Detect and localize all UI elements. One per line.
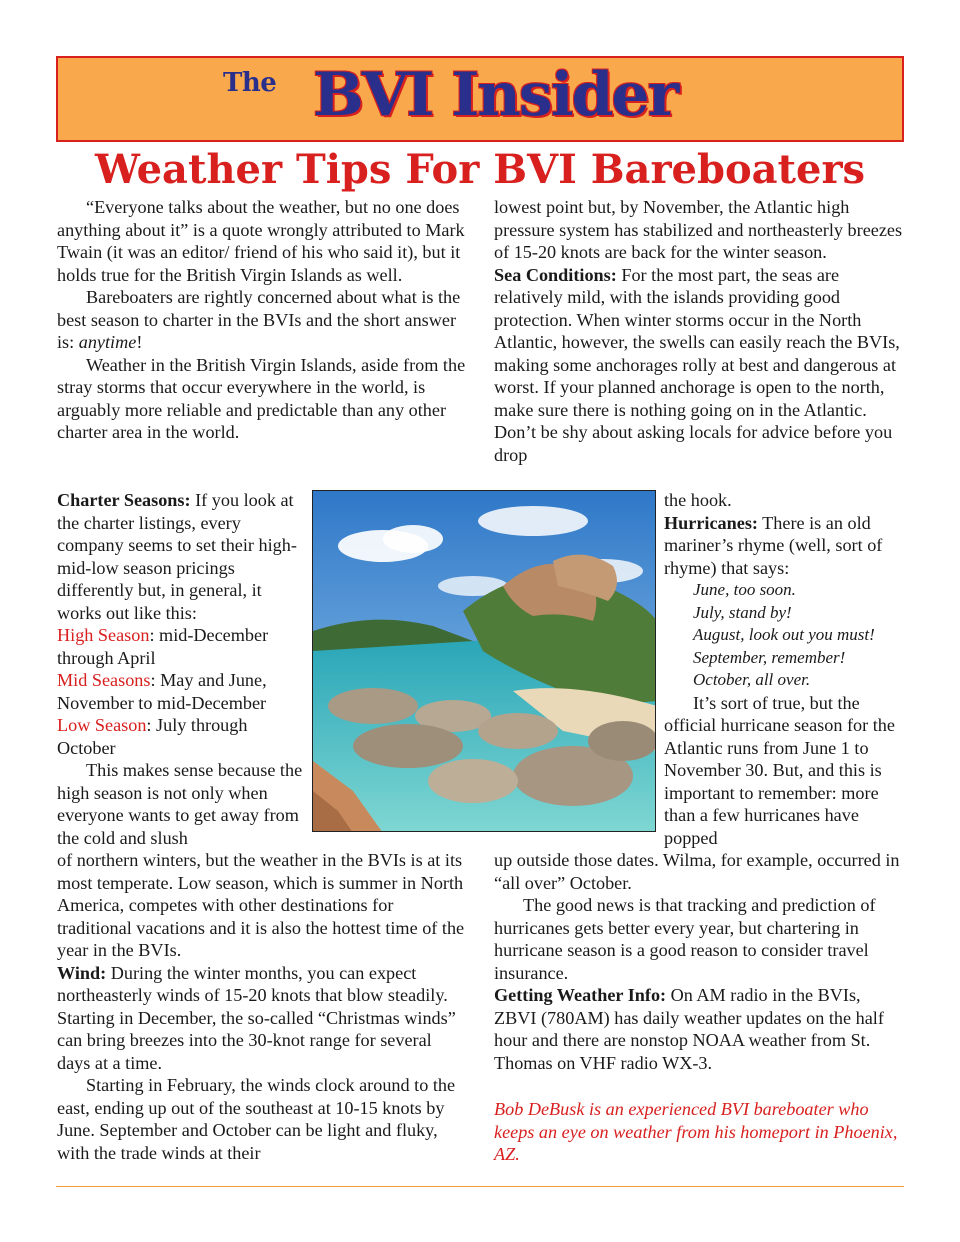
charter-seasons-heading: Charter Seasons: (57, 490, 191, 510)
sea-conditions-heading: Sea Conditions: (494, 264, 617, 285)
rhyme-line: September, remember! (693, 647, 846, 667)
paragraph-weather: Weather in the British Virgin Islands, aside from the stray storms that occur everywhere in the world, is arguably more reliable and predictable than any other charter area in the world. (57, 354, 466, 442)
right-column-narrow (664, 489, 906, 849)
wind-heading: Wind: (57, 962, 107, 983)
low-season-line: Low Season: July through October (57, 715, 248, 758)
left-column-bottom (57, 849, 469, 1164)
wind-paragraph: Wind: During the winter months, you can expect northeasterly winds of 15-20 knots that blow steadily. Starting in December, the so-called “Christmas winds” can bring breezes into the 30-knot range for several days at a time. (57, 962, 456, 1073)
hurricanes-heading: Hurricanes: (664, 512, 758, 533)
rhyme-line: October, all over. (693, 670, 811, 689)
beach-photo (312, 490, 656, 832)
high-season-line: High Season: mid-December through April (57, 625, 269, 668)
paragraph-good-news: The good news is that tracking and prediction of hurricanes gets better every year, but chartering in hurricane season is a good reason to consider travel insurance. (494, 895, 876, 983)
paragraph-sort-of-true-continued: up outside those dates. Wilma, for example, occurred in “all over” October. (494, 850, 900, 893)
mid-season-line: Mid Seasons: May and June, November to mid-December (57, 670, 267, 713)
rhyme-line: June, too soon. (693, 580, 796, 599)
right-column-bottom (494, 849, 906, 1074)
rhyme-line: August, look out you must! (693, 625, 875, 644)
sea-conditions-paragraph: Sea Conditions: For the most part, the seas are relatively mild, with the islands providing good protection. When winter storms occur in the North Atlantic, however, the swells can easily reach the BVIs, making some anchorages rolly at best and dangerous at worst. If your planned anchorage is open to the north, make sure there is nothing going on in the Atlantic. Don’t be shy about asking locals for advice before you drop (494, 264, 900, 465)
charter-seasons-paragraph: Charter Seasons: If you look at the charter listings, every company seems to set their high-mid-low season pricings differently but, in general, it works out like this: (57, 490, 297, 623)
paragraph-sort-of-true: It’s sort of true, but the official hurricane season for the Atlantic runs from June 1 to November 30. But, and this is important to remember: more than a few hurricanes have popped (664, 692, 895, 848)
paragraph-sense-continued: of northern winters, but the weather in the BVIs is at its most temperate. Low season, which is summer in North America, competes with other destinations for traditional vacations and it is also the hottest time of the year in the BVIs. (57, 850, 465, 960)
masthead-title: BVI Insider (313, 60, 678, 130)
masthead (56, 56, 904, 142)
high-season-label: High Season (57, 625, 150, 645)
mid-season-label: Mid Seasons (57, 670, 151, 690)
left-column-top (57, 196, 469, 444)
footer-rule (56, 1186, 904, 1187)
paragraph-intro: “Everyone talks about the weather, but no one does anything about it” is a quote wrongly attributed to Mark Twain (it was an editor/ friend of his who said it), but it holds true for the British Virgin Islands as well. (57, 197, 465, 285)
weather-info-heading: Getting Weather Info: (494, 985, 667, 1005)
weather-info-paragraph: Getting Weather Info: On AM radio in the BVIs, ZBVI (780AM) has daily weather updates on the half hour and there are nonstop NOAA weather from St. Thomas on VHF radio WX-3. (494, 985, 884, 1073)
low-season-label: Low Season (57, 715, 147, 735)
masthead-prefix: The (223, 68, 277, 98)
paragraph-season: Bareboaters are rightly concerned about what is the best season to charter in the BVIs and the short answer is: anytime! (57, 287, 461, 352)
left-column-narrow (57, 489, 305, 849)
paragraph-lowest-point: lowest point but, by November, the Atlantic high pressure system has stabilized and northeasterly breezes of 15-20 knots are back for the winter season. (494, 197, 903, 262)
right-column-top (494, 196, 906, 466)
paragraph-february: Starting in February, the winds clock around to the east, ending up out of the southeast at 10-15 knots by June. September and October can be light and fluky, with the trade winds at their (57, 1075, 456, 1163)
rhyme-line: July, stand by! (693, 602, 792, 622)
sea-conditions-continued: the hook. (664, 490, 732, 510)
paragraph-sense: This makes sense because the high season is not only when everyone wants to get away from the cold and slush (57, 760, 303, 848)
author-byline: Bob DeBusk is an experienced BVI bareboater who keeps an eye on weather from his homeport in Phoenix, AZ. (494, 1099, 898, 1164)
article-headline: Weather Tips For BVI Bareboaters (94, 146, 866, 193)
hurricanes-paragraph: Hurricanes: There is an old mariner’s rhyme (well, sort of rhyme) that says: (664, 512, 883, 578)
